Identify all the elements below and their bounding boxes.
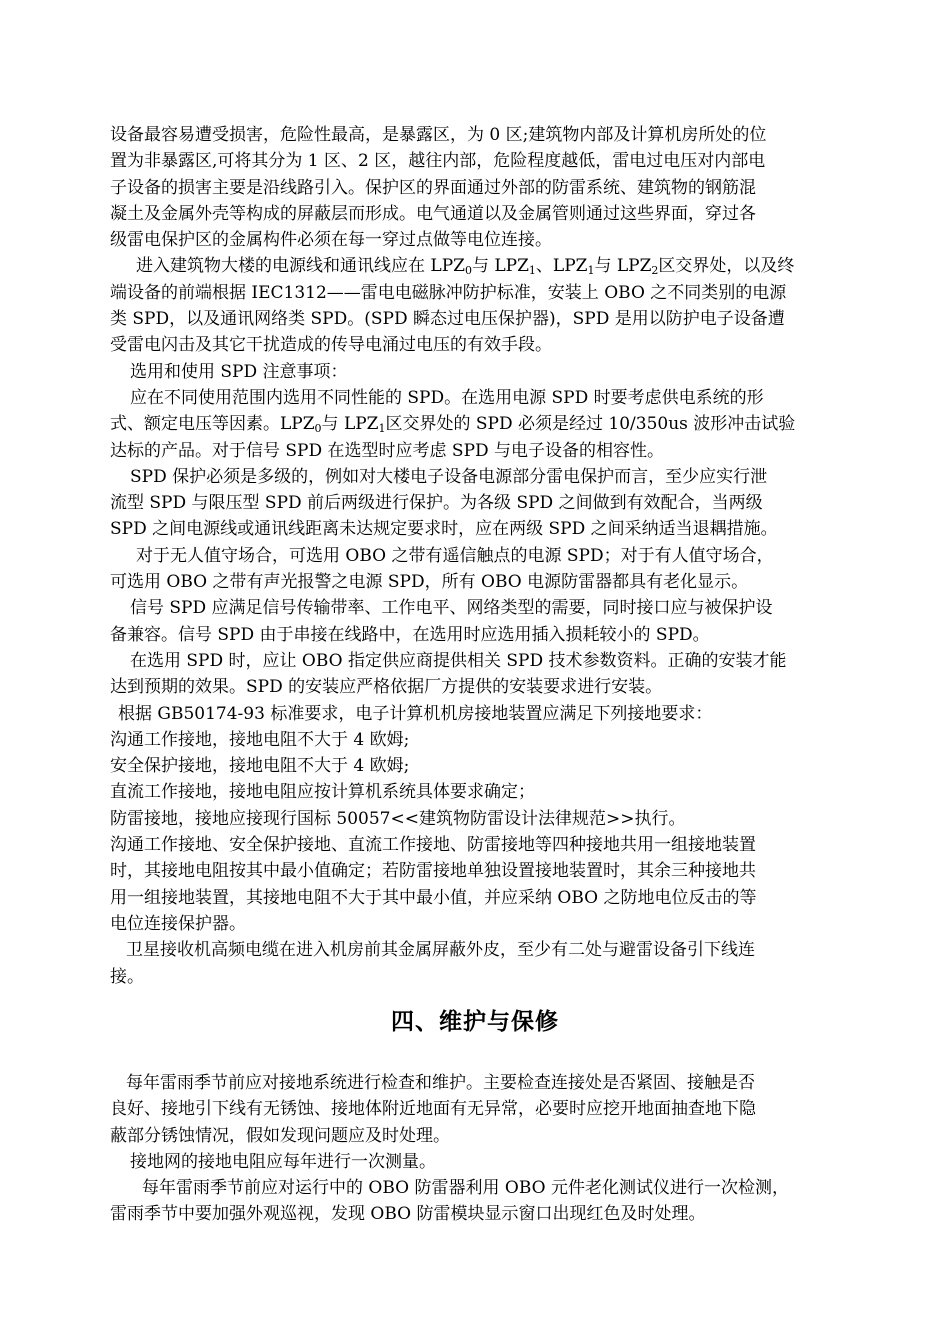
text-line: 沟通工作接地、安全保护接地、直流工作接地、防雷接地等四种接地共用一组接地装置 xyxy=(110,835,756,856)
text-line: 时，其接地电阻按其中最小值确定；若防雷接地单独设置接地装置时，其余三种接地共 xyxy=(110,861,756,882)
text-line: 达标的产品。对于信号 SPD 在选型时应考虑 SPD 与电子设备的相容性。 xyxy=(110,440,665,461)
ground-list-item: 防雷接地，接地应接现行国标 50057<<建筑物防雷设计法律规范>>执行。 xyxy=(110,808,686,829)
text-line: 电位连接保护器。 xyxy=(110,913,246,934)
text-line: 级雷电保护区的金属构件必须在每一穿过点做等电位连接。 xyxy=(110,230,552,251)
text-line: 端设备的前端根据 IEC1312——雷电电磁脉冲防护标准，安装上 OBO 之不同类别的电源 xyxy=(110,282,787,303)
text-line-lpz: 进入建筑物大楼的电源线和通讯线应在 $LPZ_0$与 $LPZ_1$、$LPZ_1$与 $LPZ_2$区交界处，以及终 xyxy=(136,256,795,278)
text-line: 雷雨季节中要加强外观巡视，发现 OBO 防雷模块显示窗口出现红色及时处理。 xyxy=(110,1204,706,1225)
text-line: 达到预期的效果。SPD 的安装应严格依据厂方提供的安装要求进行安装。 xyxy=(110,677,663,698)
text-line: 用一组接地装置，其接地电阻不大于其中最小值，并应采纳 OBO 之防地电位反击的等 xyxy=(110,887,757,908)
text-line: 可选用 OBO 之带有声光报警之电源 SPD，所有 OBO 电源防雷器都具有老化显示。 xyxy=(110,572,749,593)
text-line: 信号 SPD 应满足信号传输带率、工作电平、网络类型的需要，同时接口应与被保护设 xyxy=(130,598,773,619)
text-line: 凝土及金属外壳等构成的屏蔽层而形成。电气通道以及金属管则通过这些界面，穿过各 xyxy=(110,203,756,224)
text-line: 卫星接收机高频电缆在进入机房前其金属屏蔽外皮，至少有二处与避雷设备引下线连 xyxy=(126,940,755,961)
text-line: 受雷电闪击及其它干扰造成的传导电涌过电压的有效手段。 xyxy=(110,335,552,356)
text-line: 置为非暴露区,可将其分为 1 区、2 区，越往内部，危险程度越低，雷电过电压对内部电 xyxy=(110,151,766,172)
text-line: SPD 保护必须是多级的，例如对大楼电子设备电源部分雷电保护而言，至少应实行泄 xyxy=(130,466,768,487)
text-line: 流型 SPD 与限压型 SPD 前后两级进行保护。为各级 SPD 之间做到有效配合，当两级 xyxy=(110,493,763,514)
text-line: 每年雷雨季节前应对运行中的 OBO 防雷器利用 OBO 元件老化测试仪进行一次检测， xyxy=(142,1178,789,1199)
body-text xyxy=(110,122,850,990)
ground-list-item: 安全保护接地，接地电阻不大于 4 欧姆; xyxy=(110,756,410,777)
text-line: 良好、接地引下线有无锈蚀、接地体附近地面有无异常，必要时应挖开地面抽查地下隐 xyxy=(110,1099,756,1120)
text-line: 设备最容易遭受损害，危险性最高，是暴露区，为 0 区;建筑物内部及计算机房所处的位 xyxy=(110,125,767,145)
text-line: 每年雷雨季节前应对接地系统进行检查和维护。主要检查连接处是否紧固、接触是否 xyxy=(126,1073,755,1093)
text-line: 对于无人值守场合，可选用 OBO 之带有遥信触点的电源 SPD；对于有人值守场合， xyxy=(136,545,774,566)
text-line: 子设备的损害主要是沿线路引入。保护区的界面通过外部的防雷系统、建筑物的钢筋混 xyxy=(110,177,756,198)
text-line: 类 SPD，以及通讯网络类 SPD。(SPD 瞬态过电压保护器)，SPD 是用以防护电子设备遭 xyxy=(110,309,785,330)
text-line: 接地网的接地电阻应每年进行一次测量。 xyxy=(130,1151,436,1172)
section-body xyxy=(110,1070,850,1228)
text-line: SPD 之间电源线或通讯线距离未达规定要求时，应在两级 SPD 之间采纳适当退耦措施。 xyxy=(110,519,778,540)
text-line: 根据 GB50174-93 标准要求，电子计算机机房接地装置应满足下列接地要求： xyxy=(118,703,713,724)
text-line: 蔽部分锈蚀情况，假如发现问题应及时处理。 xyxy=(110,1125,450,1146)
notes-title: 选用和使用 SPD 注意事项： xyxy=(130,361,348,382)
text-line: 接。 xyxy=(110,966,144,987)
ground-list-item: 沟通工作接地，接地电阻不大于 4 欧姆; xyxy=(110,729,410,750)
text-line: 在选用 SPD 时，应让 OBO 指定供应商提供相关 SPD 技术参数资料。正确的安装才能 xyxy=(130,650,787,671)
text-line: 备兼容。信号 SPD 由于串接在线路中，在选用时应选用插入损耗较小的 SPD。 xyxy=(110,624,710,645)
ground-list-item: 直流工作接地，接地电阻应按计算机系统具体要求确定； xyxy=(110,782,535,803)
text-line-lpz-2: 式、额定电压等因素。$LPZ_0$与 $LPZ_1$区交界处的 SPD 必须是经过 10/350us 波形冲击试验 xyxy=(110,414,796,436)
text-line: 应在不同使用范围内选用不同性能的 SPD。在选用电源 SPD 时要考虑供电系统的形 xyxy=(130,387,764,408)
section-heading: 四、维护与保修 xyxy=(391,1009,559,1035)
